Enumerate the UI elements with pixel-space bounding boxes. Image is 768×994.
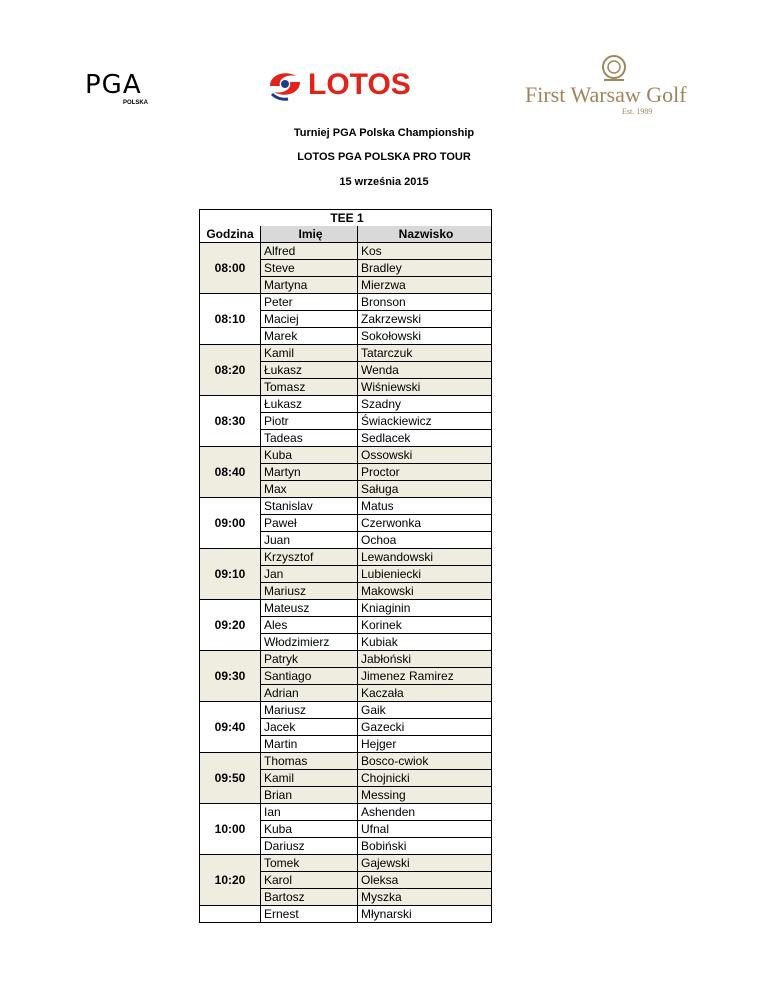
table-row	[200, 447, 492, 464]
player-first-name: Kuba	[261, 821, 358, 838]
player-first-name: Juan	[261, 532, 358, 549]
player-last-name: Tatarczuk	[358, 345, 492, 362]
table-row	[200, 549, 492, 566]
player-last-name: Korinek	[358, 617, 492, 634]
event-date: 15 września 2015	[339, 176, 429, 188]
player-first-name: Adrian	[261, 685, 358, 702]
tee-label: TEE 1	[200, 210, 492, 227]
table-row	[200, 345, 492, 362]
lotos-logo	[266, 66, 426, 104]
player-first-name: Karol	[261, 872, 358, 889]
tour-title: LOTOS PGA POLSKA PRO TOUR	[297, 151, 471, 163]
tee-time	[200, 906, 261, 923]
player-first-name: Mateusz	[261, 600, 358, 617]
player-first-name: Tomasz	[261, 379, 358, 396]
player-first-name: Kuba	[261, 447, 358, 464]
tee-time: 09:10	[200, 549, 261, 600]
tee-time: 10:00	[200, 804, 261, 855]
player-first-name: Ian	[261, 804, 358, 821]
pga-logo-text: PGA	[85, 70, 142, 100]
tee-time: 09:30	[200, 651, 261, 702]
player-first-name: Łukasz	[261, 396, 358, 413]
player-last-name: Młynarski	[358, 906, 492, 923]
tee-time: 08:00	[200, 243, 261, 294]
player-first-name: Krzysztof	[261, 549, 358, 566]
player-last-name: Gajewski	[358, 855, 492, 872]
player-first-name: Maciej	[261, 311, 358, 328]
player-last-name: Jimenez Ramirez	[358, 668, 492, 685]
column-header-first-name: Imię	[261, 226, 358, 243]
player-last-name: Wiśniewski	[358, 379, 492, 396]
table-row	[200, 651, 492, 668]
player-first-name: Jacek	[261, 719, 358, 736]
player-last-name: Sokołowski	[358, 328, 492, 345]
tee-time: 08:30	[200, 396, 261, 447]
table-row	[200, 702, 492, 719]
player-last-name: Chojnicki	[358, 770, 492, 787]
tee-time: 09:20	[200, 600, 261, 651]
table-row	[200, 243, 492, 260]
player-first-name: Marek	[261, 328, 358, 345]
player-first-name: Santiago	[261, 668, 358, 685]
player-first-name: Stanislav	[261, 498, 358, 515]
table-row	[200, 396, 492, 413]
tee-time: 10:20	[200, 855, 261, 906]
column-header-time: Godzina	[200, 226, 261, 243]
table-row	[200, 804, 492, 821]
table-row	[200, 600, 492, 617]
player-first-name: Alfred	[261, 243, 358, 260]
tee-time: 09:40	[200, 702, 261, 753]
tee-time: 08:40	[200, 447, 261, 498]
player-first-name: Łukasz	[261, 362, 358, 379]
table-row	[200, 498, 492, 515]
player-first-name: Patryk	[261, 651, 358, 668]
player-last-name: Oleksa	[358, 872, 492, 889]
player-first-name: Brian	[261, 787, 358, 804]
player-last-name: Sedlacek	[358, 430, 492, 447]
tournament-title: Turniej PGA Polska Championship	[293, 127, 475, 139]
tee-time: 09:00	[200, 498, 261, 549]
player-first-name: Bartosz	[261, 889, 358, 906]
player-last-name: Zakrzewski	[358, 311, 492, 328]
player-last-name: Kniaginin	[358, 600, 492, 617]
player-last-name: Matus	[358, 498, 492, 515]
player-last-name: Świackiewicz	[358, 413, 492, 430]
player-last-name: Ochoa	[358, 532, 492, 549]
player-last-name: Ossowski	[358, 447, 492, 464]
player-first-name: Mariusz	[261, 702, 358, 719]
player-first-name: Thomas	[261, 753, 358, 770]
tee-time: 09:50	[200, 753, 261, 804]
fwg-logo-text: First Warsaw Golf	[525, 82, 687, 107]
player-last-name: Saługa	[358, 481, 492, 498]
player-last-name: Lubieniecki	[358, 566, 492, 583]
player-first-name: Mariusz	[261, 583, 358, 600]
tee-time: 08:10	[200, 294, 261, 345]
player-first-name: Martyn	[261, 464, 358, 481]
fwg-logo-est: Est. 1989	[622, 107, 653, 116]
player-first-name: Peter	[261, 294, 358, 311]
player-last-name: Lewandowski	[358, 549, 492, 566]
tee-time: 08:20	[200, 345, 261, 396]
player-last-name: Bosco-cwiok	[358, 753, 492, 770]
player-last-name: Bobiński	[358, 838, 492, 855]
tee-time-table	[199, 209, 492, 923]
player-last-name: Proctor	[358, 464, 492, 481]
player-last-name: Gaik	[358, 702, 492, 719]
player-first-name: Kamil	[261, 345, 358, 362]
player-first-name: Ernest	[261, 906, 358, 923]
player-first-name: Martin	[261, 736, 358, 753]
first-warsaw-golf-logo	[522, 54, 707, 120]
golf-ball-emblem-icon	[594, 54, 634, 84]
player-last-name: Kubiak	[358, 634, 492, 651]
player-first-name: Włodzimierz	[261, 634, 358, 651]
player-last-name: Myszka	[358, 889, 492, 906]
player-first-name: Jan	[261, 566, 358, 583]
player-last-name: Szadny	[358, 396, 492, 413]
player-first-name: Tadeas	[261, 430, 358, 447]
pga-polska-logo	[85, 72, 155, 112]
player-last-name: Makowski	[358, 583, 492, 600]
player-last-name: Wenda	[358, 362, 492, 379]
player-last-name: Bradley	[358, 260, 492, 277]
table-row	[200, 294, 492, 311]
player-last-name: Ashenden	[358, 804, 492, 821]
lotos-emblem-icon	[266, 66, 304, 102]
player-last-name: Gazecki	[358, 719, 492, 736]
table-row	[200, 906, 492, 923]
player-last-name: Bronson	[358, 294, 492, 311]
player-first-name: Kamil	[261, 770, 358, 787]
player-first-name: Piotr	[261, 413, 358, 430]
player-last-name: Jabłoński	[358, 651, 492, 668]
player-first-name: Paweł	[261, 515, 358, 532]
player-first-name: Dariusz	[261, 838, 358, 855]
player-last-name: Ufnal	[358, 821, 492, 838]
table-row	[200, 753, 492, 770]
column-header-last-name: Nazwisko	[358, 226, 492, 243]
player-first-name: Ales	[261, 617, 358, 634]
pga-logo-subtext: POLSKA	[123, 100, 149, 106]
player-first-name: Steve	[261, 260, 358, 277]
table-row	[200, 855, 492, 872]
player-last-name: Hejger	[358, 736, 492, 753]
lotos-logo-text: LOTOS	[308, 68, 411, 101]
player-first-name: Tomek	[261, 855, 358, 872]
player-last-name: Mierzwa	[358, 277, 492, 294]
player-last-name: Messing	[358, 787, 492, 804]
player-last-name: Kaczała	[358, 685, 492, 702]
player-first-name: Max	[261, 481, 358, 498]
player-last-name: Czerwonka	[358, 515, 492, 532]
player-last-name: Kos	[358, 243, 492, 260]
player-first-name: Martyna	[261, 277, 358, 294]
